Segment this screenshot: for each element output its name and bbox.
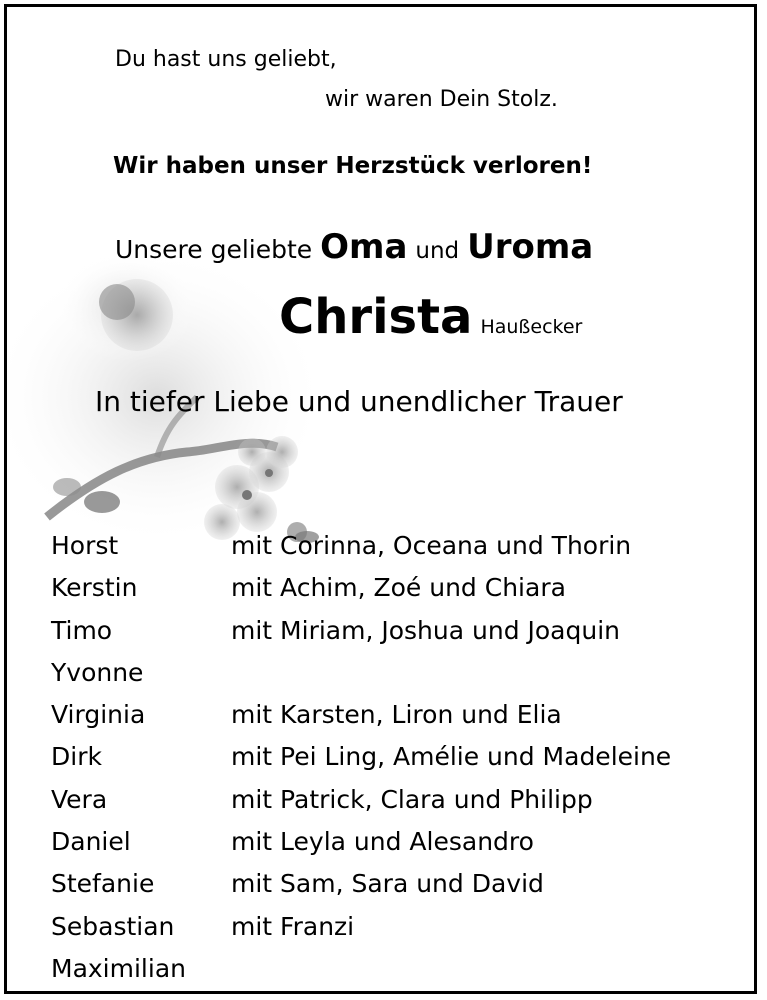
mourner-name: Timo bbox=[51, 615, 113, 645]
relation-line bbox=[115, 227, 593, 267]
mourner-family: mit Miriam, Joshua und Joaquin bbox=[231, 615, 621, 645]
verse-line-1: Du hast uns geliebt, bbox=[115, 47, 337, 72]
mourner-row bbox=[51, 869, 671, 911]
mourner-row bbox=[51, 785, 671, 827]
mourner-name: Kerstin bbox=[51, 573, 138, 603]
mourning-line: In tiefer Liebe und unendlicher Trauer bbox=[95, 385, 623, 418]
deceased-name bbox=[279, 289, 582, 345]
mourner-name: Horst bbox=[51, 531, 119, 560]
mourner-name: Daniel bbox=[51, 827, 131, 857]
verse-line-2: wir waren Dein Stolz. bbox=[325, 87, 558, 112]
mourner-name: Vera bbox=[51, 784, 108, 814]
relation-prefix: Unsere geliebte bbox=[115, 235, 313, 264]
mourner-family: mit Sam, Sara und David bbox=[231, 869, 544, 899]
mourner-name: Sebastian bbox=[51, 911, 175, 941]
mourner-family: mit Corinna, Oceana und Thorin bbox=[231, 531, 632, 560]
mourner-family: mit Pei Ling, Amélie und Madeleine bbox=[231, 742, 672, 772]
mourner-row bbox=[51, 827, 671, 869]
mourner-name: Yvonne bbox=[51, 657, 144, 687]
mourner-row bbox=[51, 742, 671, 784]
mourner-row bbox=[51, 700, 671, 742]
obituary-frame bbox=[4, 4, 757, 994]
mourner-name: Dirk bbox=[51, 742, 102, 772]
mourner-row bbox=[51, 954, 671, 994]
mourners-list bbox=[51, 531, 671, 994]
mourner-name: Maximilian bbox=[51, 953, 186, 983]
mourner-row bbox=[51, 912, 671, 954]
mourner-family: mit Achim, Zoé und Chiara bbox=[231, 573, 566, 603]
mourner-name: Stefanie bbox=[51, 869, 155, 899]
mourner-row bbox=[51, 616, 671, 658]
mourner-row bbox=[51, 573, 671, 615]
mourner-family: mit Karsten, Liron und Elia bbox=[231, 700, 562, 730]
relation-oma: Oma bbox=[320, 227, 408, 267]
relation-uroma: Uroma bbox=[467, 227, 594, 267]
mourner-name: Virginia bbox=[51, 700, 146, 730]
mourner-row bbox=[51, 531, 671, 573]
mourner-family: mit Patrick, Clara und Philipp bbox=[231, 784, 593, 814]
mourner-family: mit Franzi bbox=[231, 911, 355, 941]
headline-statement: Wir haben unser Herzstück verloren! bbox=[113, 153, 593, 179]
deceased-first-name: Christa bbox=[279, 289, 473, 345]
deceased-last-name: Haußecker bbox=[480, 316, 583, 338]
mourner-family: mit Leyla und Alesandro bbox=[231, 827, 534, 857]
mourner-row bbox=[51, 658, 671, 700]
relation-und: und bbox=[415, 238, 460, 264]
